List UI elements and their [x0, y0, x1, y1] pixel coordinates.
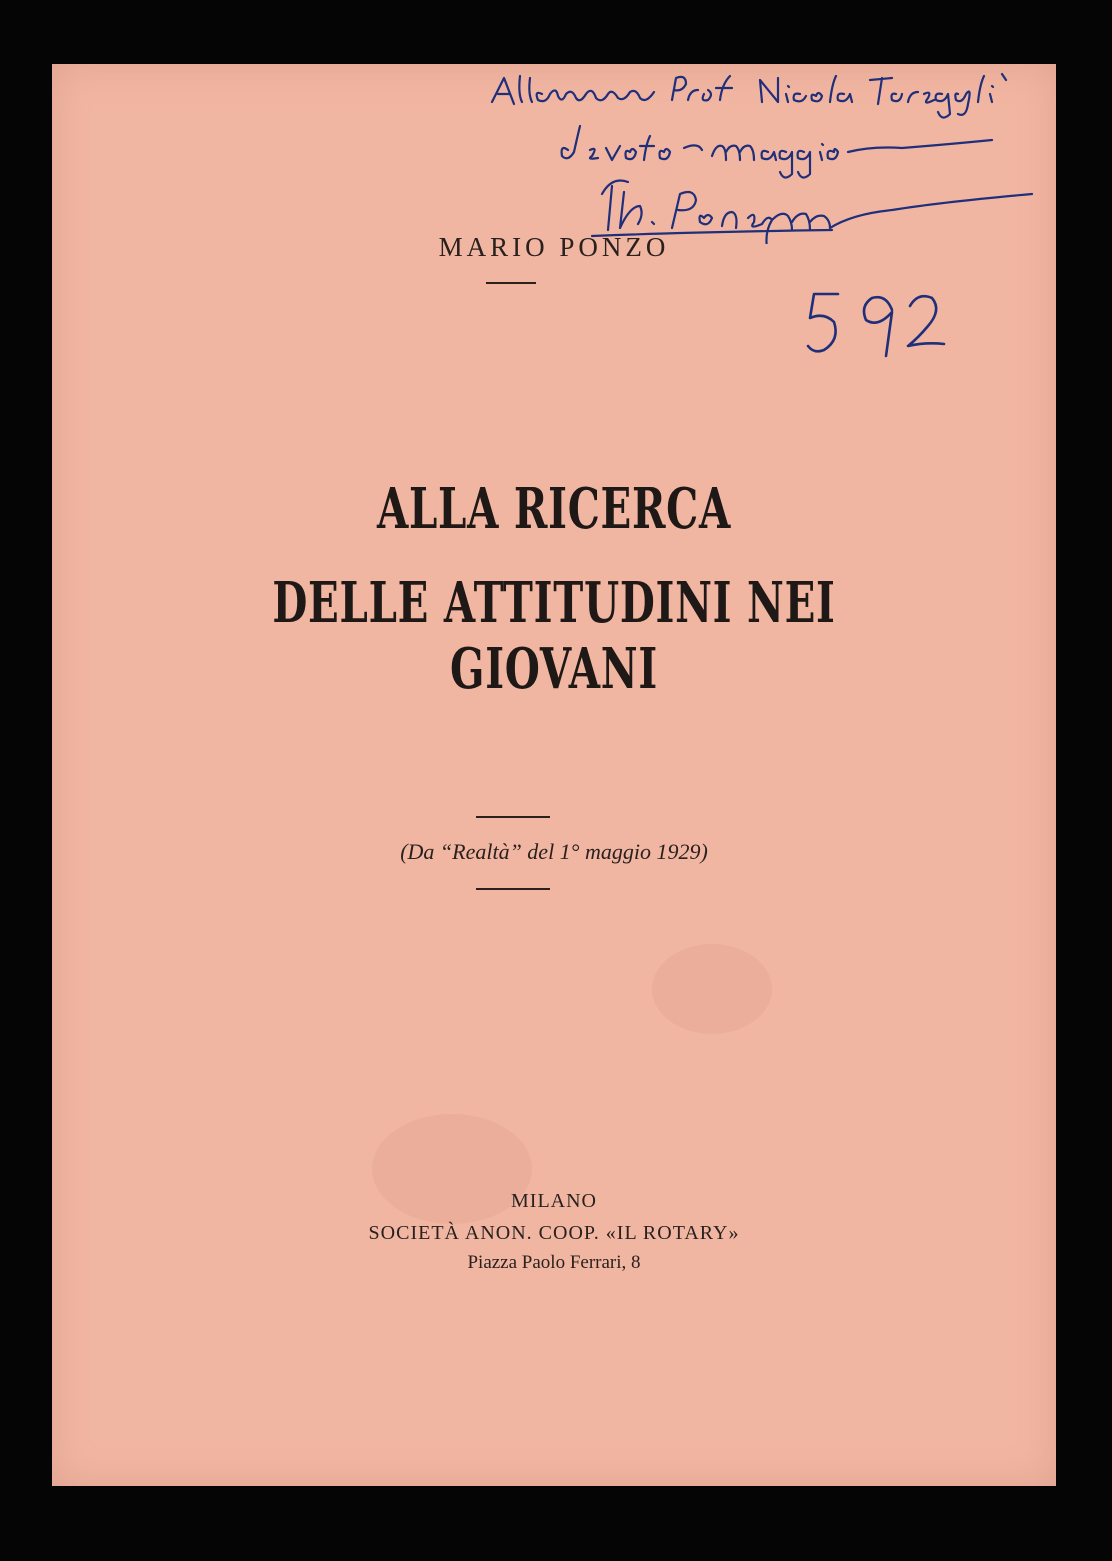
- handwritten-dedication: [472, 64, 1056, 244]
- paper-stain: [652, 944, 772, 1034]
- author-name: MARIO PONZO: [438, 232, 670, 262]
- source-rule-top: [476, 816, 550, 818]
- source-rule-bottom: [476, 888, 550, 890]
- author-rule: [486, 282, 536, 284]
- publisher-address: Piazza Paolo Ferrari, 8: [467, 1252, 641, 1273]
- source-note: (Da “Realtà” del 1° maggio 1929): [400, 839, 708, 864]
- title-line-2: DELLE ATTITUDINI NEI GIOVANI: [272, 570, 836, 702]
- catalog-number-handwritten: [800, 284, 960, 364]
- publisher-city: MILANO: [511, 1190, 597, 1212]
- booklet-cover: [52, 64, 1056, 1486]
- publisher-name: SOCIETÀ ANON. COOP. «IL ROTARY»: [368, 1222, 740, 1244]
- title-line-1: ALLA RICERCA: [376, 476, 732, 542]
